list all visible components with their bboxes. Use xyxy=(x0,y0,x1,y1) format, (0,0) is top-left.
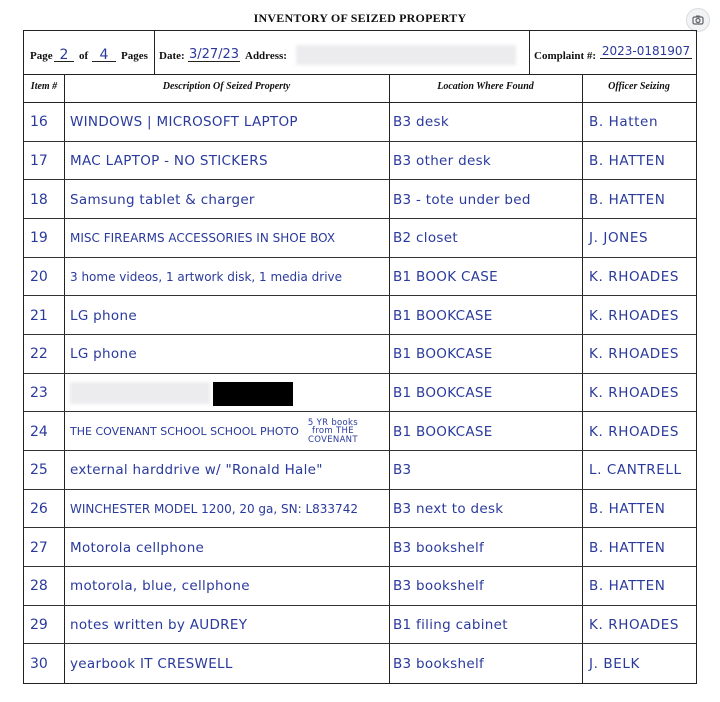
item-number: 18 xyxy=(30,191,48,208)
description-text: LG phone xyxy=(70,346,137,363)
officer-seizing: J. BELK xyxy=(589,655,640,672)
pages-label: Pages xyxy=(121,50,148,62)
location-found: B1 BOOKCASE xyxy=(393,423,493,440)
table-row xyxy=(24,103,696,142)
officer-seizing: K. RHOADES xyxy=(589,268,680,285)
table-row xyxy=(24,335,696,374)
description-text: yearbook IT CRESWELL xyxy=(70,655,233,672)
item-description xyxy=(68,335,390,374)
address-label: Address: xyxy=(245,50,287,62)
page-label: Page xyxy=(30,50,53,62)
description-text: WINCHESTER MODEL 1200, 20 ga, SN: L833742 xyxy=(70,501,358,516)
lens-button[interactable] xyxy=(686,8,710,32)
form-title: INVENTORY OF SEIZED PROPERTY xyxy=(253,11,467,25)
location-found: B1 BOOKCASE xyxy=(393,307,493,324)
officer-seizing: K. RHOADES xyxy=(589,346,680,363)
item-number: 24 xyxy=(30,423,48,440)
column-header-officer: Officer Seizing xyxy=(608,81,670,92)
table-row xyxy=(24,644,696,683)
officer-seizing: K. RHOADES xyxy=(589,616,680,633)
item-description xyxy=(68,412,390,451)
table-row xyxy=(24,142,696,181)
location-found: B3 other desk xyxy=(393,152,492,169)
table-row xyxy=(24,490,696,529)
description-text: LG phone xyxy=(70,307,137,324)
description-text: WINDOWS | MICROSOFT LAPTOP xyxy=(70,114,298,131)
page-number-field: 2 xyxy=(54,47,74,62)
table-row xyxy=(24,528,696,567)
officer-seizing: B. HATTEN xyxy=(589,191,666,208)
of-label: of xyxy=(79,50,89,62)
inventory-form xyxy=(23,30,697,684)
item-description xyxy=(68,451,390,490)
officer-seizing: B. HATTEN xyxy=(589,500,666,517)
complaint-label: Complaint #: xyxy=(534,50,597,62)
item-description xyxy=(68,567,390,606)
table-row xyxy=(24,606,696,645)
item-number: 29 xyxy=(30,616,48,633)
description-text: external harddrive w/ "Ronald Hale" xyxy=(70,462,323,479)
location-found: B3 desk xyxy=(393,114,449,131)
description-redaction-blur xyxy=(70,382,210,404)
camera-icon xyxy=(692,14,704,26)
column-header-item: Item # xyxy=(30,81,58,92)
description-text: THE COVENANT SCHOOL SCHOOL PHOTO xyxy=(70,425,299,439)
item-description xyxy=(68,219,390,258)
location-found: B3 next to desk xyxy=(393,500,504,517)
column-headers xyxy=(24,74,696,103)
location-found: B3 bookshelf xyxy=(393,539,485,556)
table-row xyxy=(24,180,696,219)
location-found: B3 bookshelf xyxy=(393,578,485,595)
item-number: 17 xyxy=(30,152,48,169)
officer-seizing: B. Hatten xyxy=(589,114,659,131)
officer-seizing: L. CANTRELL xyxy=(589,462,682,479)
item-description xyxy=(68,490,390,529)
officer-seizing: B. HATTEN xyxy=(589,578,666,595)
item-number: 30 xyxy=(30,655,48,672)
item-number: 25 xyxy=(30,462,48,479)
form-header xyxy=(24,31,696,75)
table-row xyxy=(24,567,696,606)
location-found: B1 filing cabinet xyxy=(393,616,508,633)
item-description xyxy=(68,258,390,297)
description-text: Samsung tablet & charger xyxy=(70,191,255,208)
table-row xyxy=(24,258,696,297)
item-description xyxy=(68,296,390,335)
column-header-location: Location Where Found xyxy=(437,81,534,92)
item-description xyxy=(68,606,390,645)
header-divider xyxy=(154,31,155,74)
item-number: 26 xyxy=(30,500,48,517)
header-divider xyxy=(529,31,530,74)
item-description xyxy=(68,644,390,683)
location-found: B2 closet xyxy=(393,230,458,247)
item-number: 16 xyxy=(30,114,48,131)
item-description xyxy=(68,103,390,142)
total-pages-field: 4 xyxy=(92,47,116,62)
table-row xyxy=(24,296,696,335)
officer-seizing: B. HATTEN xyxy=(589,152,666,169)
date-field: 3/27/23 xyxy=(188,47,240,62)
table-row xyxy=(24,412,696,451)
item-number: 23 xyxy=(30,384,48,401)
column-header-description: Description Of Seized Property xyxy=(162,81,291,92)
table-row xyxy=(24,451,696,490)
description-annotation: 5 YR books from THE COVENANT xyxy=(307,417,358,445)
date-label: Date: xyxy=(159,50,185,62)
description-text: motorola, blue, cellphone xyxy=(70,578,250,595)
description-text: MISC FIREARMS ACCESSORIES IN SHOE BOX xyxy=(70,231,336,246)
table-row xyxy=(24,374,696,413)
item-number: 28 xyxy=(30,578,48,595)
item-description xyxy=(68,528,390,567)
location-found: B3 bookshelf xyxy=(393,655,485,672)
location-found: B3 - tote under bed xyxy=(393,191,531,208)
item-number: 27 xyxy=(30,539,48,556)
officer-seizing: J. JONES xyxy=(589,230,649,247)
location-found: B1 BOOKCASE xyxy=(393,384,493,401)
description-text: notes written by AUDREY xyxy=(70,616,248,633)
description-redaction-black xyxy=(213,382,293,406)
item-number: 20 xyxy=(30,268,48,285)
location-found: B1 BOOK CASE xyxy=(393,268,498,285)
item-description xyxy=(68,180,390,219)
complaint-number-field: 2023-0181907 xyxy=(601,44,691,58)
item-number: 22 xyxy=(30,346,48,363)
description-text: Motorola cellphone xyxy=(70,539,205,556)
item-number: 19 xyxy=(30,230,48,247)
officer-seizing: K. RHOADES xyxy=(589,307,680,324)
location-found: B3 xyxy=(393,462,412,479)
address-redaction xyxy=(296,45,516,65)
item-description xyxy=(68,142,390,181)
officer-seizing: K. RHOADES xyxy=(589,384,680,401)
officer-seizing: K. RHOADES xyxy=(589,423,680,440)
location-found: B1 BOOKCASE xyxy=(393,346,493,363)
inventory-rows xyxy=(24,103,696,683)
item-number: 21 xyxy=(30,307,48,324)
officer-seizing: B. HATTEN xyxy=(589,539,666,556)
table-row xyxy=(24,219,696,258)
description-text: MAC LAPTOP - NO STICKERS xyxy=(70,152,268,169)
item-description xyxy=(68,374,390,413)
description-text: 3 home videos, 1 artwork disk, 1 media drive xyxy=(70,269,343,284)
